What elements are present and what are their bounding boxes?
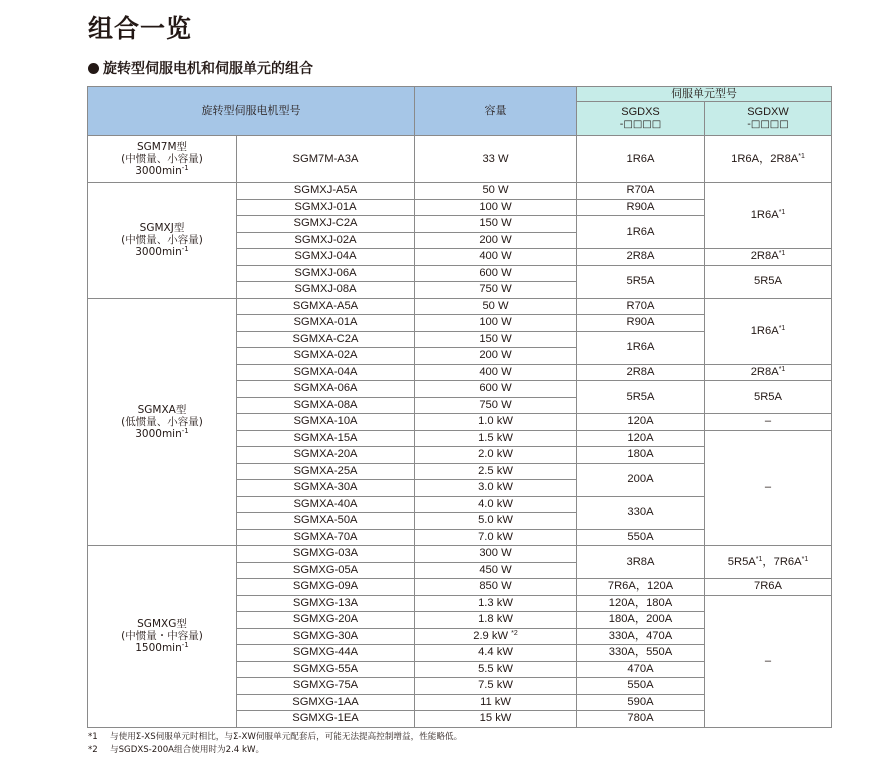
header-sgdxw-name: SGDXW (747, 106, 789, 119)
capacity-cell: 2.0 kW (415, 447, 577, 464)
model-cell: SGMXG-09A (237, 579, 415, 596)
sgdxw-cell (705, 546, 832, 579)
footnote-text: 与SGDXS-200A组合使用时为2.4 kW。 (110, 745, 265, 755)
sgdxs-cell: R70A (577, 183, 705, 200)
capacity-cell: 1.8 kW (415, 612, 577, 629)
capacity-cell: 33 W (415, 136, 577, 183)
speed-superscript: -1 (181, 245, 189, 254)
series-speed (88, 246, 236, 258)
model-cell: SGMXJ-A5A (237, 183, 415, 200)
series-cell (88, 298, 237, 546)
capacity-cell: 300 W (415, 546, 577, 563)
sgdxs-cell: R90A (577, 199, 705, 216)
capacity-cell: 2.5 kW (415, 463, 577, 480)
model-cell: SGMXJ-01A (237, 199, 415, 216)
model-cell: SGMXA-70A (237, 529, 415, 546)
footnote-ref: *1 (778, 324, 786, 332)
series-desc: (中惯量、小容量) (121, 234, 203, 247)
series-speed (88, 165, 236, 177)
model-cell: SGMXG-30A (237, 628, 415, 645)
sgdxs-cell: 330A，470A (577, 628, 705, 645)
section-title (88, 58, 313, 78)
capacity-cell: 600 W (415, 265, 577, 282)
speed-superscript: -1 (181, 164, 189, 173)
header-capacity: 容量 (415, 87, 577, 136)
header-sgdxs-name: SGDXS (621, 106, 660, 119)
sgdxw-cell (705, 364, 832, 381)
model-cell: SGMXG-1EA (237, 711, 415, 728)
footnote-item (88, 731, 462, 744)
series-speed-value: 3000min (135, 246, 182, 259)
model-cell: SGMXA-02A (237, 348, 415, 365)
sgdxs-cell: 550A (577, 678, 705, 695)
capacity-cell: 400 W (415, 364, 577, 381)
series-speed-value: 3000min (135, 165, 182, 178)
footnote-mark: *2 (88, 745, 98, 755)
sgdxw-value-b: ，7R6A (762, 555, 802, 568)
footnote-ref: *1 (755, 555, 763, 563)
header-sgdxs-suffix: -□□□□ (619, 119, 662, 131)
sgdxw-cell: 5R5A (705, 265, 832, 298)
capacity-value: 2.9 kW (473, 629, 509, 642)
capacity-cell: 1.5 kW (415, 430, 577, 447)
sgdxw-value: 2R8A (750, 365, 779, 378)
sgdxs-cell: 1R6A (577, 216, 705, 249)
sgdxs-cell: 5R5A (577, 265, 705, 298)
table-row (88, 136, 832, 183)
table-row (88, 298, 832, 315)
model-cell: SGMXA-08A (237, 397, 415, 414)
model-cell: SGMXA-06A (237, 381, 415, 398)
model-cell: SGMXG-55A (237, 661, 415, 678)
sgdxw-value: 1R6A，2R8A (731, 152, 799, 165)
sgdxw-cell (705, 183, 832, 249)
sgdxw-value: 1R6A (750, 209, 779, 222)
speed-superscript: -1 (181, 426, 189, 435)
sgdxw-cell: – (705, 414, 832, 431)
capacity-cell: 15 kW (415, 711, 577, 728)
capacity-cell: 5.0 kW (415, 513, 577, 530)
capacity-cell: 4.4 kW (415, 645, 577, 662)
footnote-ref: *1 (798, 152, 805, 160)
capacity-cell: 7.0 kW (415, 529, 577, 546)
header-motor-model: 旋转型伺服电机型号 (88, 87, 415, 136)
capacity-cell (415, 628, 577, 645)
series-name: SGMXG型 (137, 618, 187, 631)
footnote-ref: *1 (778, 209, 786, 217)
sgdxs-cell: 470A (577, 661, 705, 678)
series-name: SGMXA型 (137, 403, 187, 416)
capacity-cell: 450 W (415, 562, 577, 579)
series-speed (88, 642, 236, 654)
model-cell: SGMXJ-04A (237, 249, 415, 266)
page-title: 组合一览 (88, 14, 193, 43)
sgdxs-cell: 1R6A (577, 136, 705, 183)
capacity-cell: 750 W (415, 282, 577, 299)
table-row (88, 183, 832, 200)
model-cell: SGMXA-01A (237, 315, 415, 332)
model-cell: SGMXJ-02A (237, 232, 415, 249)
series-cell (88, 546, 237, 728)
capacity-cell: 750 W (415, 397, 577, 414)
sgdxs-cell: 120A (577, 430, 705, 447)
model-cell: SGMXG-1AA (237, 694, 415, 711)
series-desc: (中惯量、小容量) (121, 152, 203, 165)
footnote-mark: *1 (88, 732, 98, 742)
footnotes (88, 731, 462, 757)
series-cell (88, 136, 237, 183)
capacity-cell: 50 W (415, 183, 577, 200)
model-cell: SGMXA-04A (237, 364, 415, 381)
series-desc: (中惯量・中容量) (121, 630, 203, 643)
sgdxs-cell: 5R5A (577, 381, 705, 414)
sgdxs-cell: R90A (577, 315, 705, 332)
footnote-text: 与使用Σ-XS伺服单元时相比，与Σ-XW伺服单元配套后，可能无法提高控制增益，性能略低。 (110, 732, 463, 742)
sgdxs-cell: R70A (577, 298, 705, 315)
header-sgdxw-suffix: -□□□□ (747, 119, 789, 131)
section-title-text: 旋转型伺服电机和伺服单元的组合 (103, 61, 313, 77)
speed-superscript: -1 (181, 641, 189, 650)
model-cell: SGMXA-10A (237, 414, 415, 431)
capacity-cell: 100 W (415, 199, 577, 216)
sgdxs-cell: 330A，550A (577, 645, 705, 662)
sgdxs-cell: 330A (577, 496, 705, 529)
model-cell: SGMXG-13A (237, 595, 415, 612)
capacity-cell: 850 W (415, 579, 577, 596)
model-cell: SGMXA-C2A (237, 331, 415, 348)
sgdxw-cell: 7R6A (705, 579, 832, 596)
sgdxw-cell (705, 298, 832, 364)
model-cell: SGMXG-20A (237, 612, 415, 629)
capacity-cell: 1.0 kW (415, 414, 577, 431)
sgdxw-value: 5R5A (727, 555, 756, 568)
sgdxs-cell: 120A，180A (577, 595, 705, 612)
capacity-cell: 100 W (415, 315, 577, 332)
sgdxw-cell: 5R5A (705, 381, 832, 414)
sgdxs-cell: 2R8A (577, 364, 705, 381)
capacity-cell: 150 W (415, 216, 577, 233)
combination-table (87, 86, 832, 728)
sgdxw-cell (705, 249, 832, 266)
sgdxs-cell: 7R6A，120A (577, 579, 705, 596)
capacity-cell: 200 W (415, 232, 577, 249)
model-cell: SGMXA-30A (237, 480, 415, 497)
series-name: SGMXJ型 (139, 222, 185, 235)
capacity-cell: 600 W (415, 381, 577, 398)
model-cell: SGM7M-A3A (237, 136, 415, 183)
model-cell: SGMXA-15A (237, 430, 415, 447)
footnote-ref: *2 (511, 629, 518, 637)
sgdxs-cell: 3R8A (577, 546, 705, 579)
footnote-ref: *1 (778, 250, 786, 258)
capacity-cell: 400 W (415, 249, 577, 266)
model-cell: SGMXA-25A (237, 463, 415, 480)
table-row (88, 546, 832, 563)
sgdxs-cell: 550A (577, 529, 705, 546)
model-cell: SGMXJ-C2A (237, 216, 415, 233)
model-cell: SGMXG-03A (237, 546, 415, 563)
sgdxs-cell: 1R6A (577, 331, 705, 364)
model-cell: SGMXG-05A (237, 562, 415, 579)
sgdxs-cell: 780A (577, 711, 705, 728)
series-speed-value: 3000min (135, 427, 182, 440)
capacity-cell: 7.5 kW (415, 678, 577, 695)
capacity-cell: 200 W (415, 348, 577, 365)
bullet-icon (88, 63, 99, 74)
sgdxw-cell: – (705, 595, 832, 727)
capacity-cell: 50 W (415, 298, 577, 315)
footnote-ref: *1 (801, 555, 809, 563)
sgdxs-cell: 120A (577, 414, 705, 431)
sgdxs-cell: 590A (577, 694, 705, 711)
series-cell (88, 183, 237, 299)
sgdxs-cell: 180A (577, 447, 705, 464)
header-servo-unit-model: 伺服单元型号 (577, 87, 832, 102)
model-cell: SGMXA-A5A (237, 298, 415, 315)
series-name: SGM7M型 (136, 140, 188, 153)
sgdxw-value: 2R8A (750, 250, 779, 263)
sgdxs-cell: 2R8A (577, 249, 705, 266)
footnote-item (88, 744, 462, 757)
capacity-cell: 1.3 kW (415, 595, 577, 612)
capacity-cell: 5.5 kW (415, 661, 577, 678)
sgdxw-cell: – (705, 430, 832, 546)
model-cell: SGMXG-44A (237, 645, 415, 662)
capacity-cell: 11 kW (415, 694, 577, 711)
model-cell: SGMXA-40A (237, 496, 415, 513)
header-sgdxs (577, 102, 705, 136)
model-cell: SGMXA-50A (237, 513, 415, 530)
capacity-cell: 150 W (415, 331, 577, 348)
capacity-cell: 3.0 kW (415, 480, 577, 497)
sgdxs-cell: 180A，200A (577, 612, 705, 629)
sgdxw-cell (705, 136, 832, 183)
series-speed (88, 428, 236, 440)
capacity-cell: 4.0 kW (415, 496, 577, 513)
sgdxs-cell: 200A (577, 463, 705, 496)
model-cell: SGMXG-75A (237, 678, 415, 695)
footnote-ref: *1 (778, 365, 786, 373)
sgdxw-value: 1R6A (750, 324, 779, 337)
model-cell: SGMXJ-08A (237, 282, 415, 299)
model-cell: SGMXA-20A (237, 447, 415, 464)
header-sgdxw (705, 102, 832, 136)
model-cell: SGMXJ-06A (237, 265, 415, 282)
series-desc: (低惯量、小容量) (121, 415, 203, 428)
series-speed-value: 1500min (135, 642, 182, 655)
